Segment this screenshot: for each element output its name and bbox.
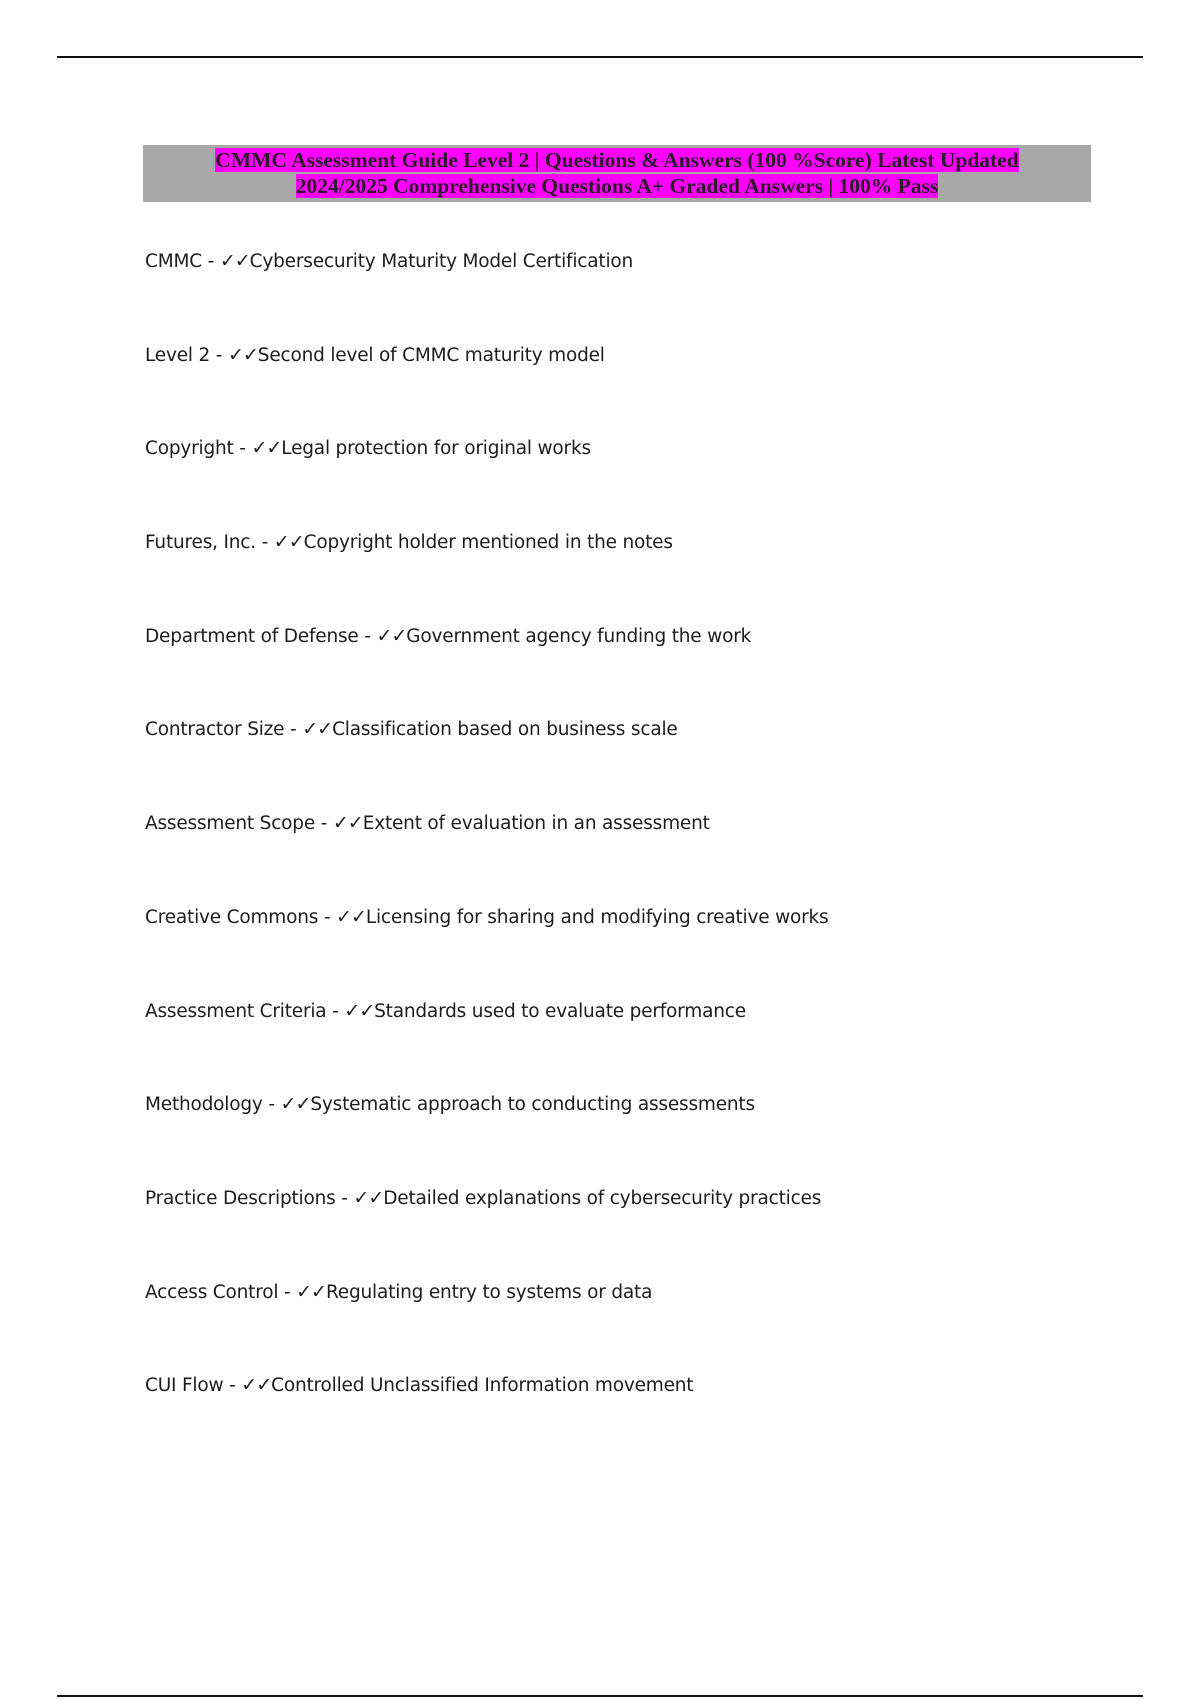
double-check-icon: ✓✓ [280, 1093, 311, 1116]
qa-item [145, 810, 829, 904]
title-text-1: CMMC Assessment Guide Level 2 | Questions & Answers (100 %Score) Latest Updated [215, 148, 1019, 172]
qa-definition: Classification based on business scale [332, 719, 678, 741]
qa-separator: - [233, 438, 252, 460]
double-check-icon: ✓✓ [302, 718, 333, 741]
title-line-2 [143, 173, 1091, 199]
qa-item [145, 1279, 829, 1373]
qa-term: Copyright [145, 438, 234, 460]
qa-term: Futures, Inc. [145, 532, 256, 554]
double-check-icon: ✓✓ [344, 999, 375, 1022]
qa-definition: Legal protection for original works [281, 438, 591, 460]
double-check-icon: ✓✓ [273, 531, 304, 554]
qa-separator: - [315, 813, 333, 835]
title-line-1 [143, 147, 1091, 173]
qa-item [145, 1091, 829, 1185]
top-rule [57, 56, 1143, 58]
qa-item [145, 529, 829, 623]
qa-term: Practice Descriptions [145, 1187, 336, 1209]
qa-term: Methodology [145, 1094, 263, 1116]
qa-item [145, 623, 829, 717]
double-check-icon: ✓✓ [251, 437, 282, 460]
qa-item [145, 1185, 829, 1279]
qa-list [145, 248, 829, 1466]
qa-separator: - [326, 1000, 345, 1022]
double-check-icon: ✓✓ [241, 1374, 272, 1397]
qa-term: Contractor Size [145, 719, 285, 741]
qa-item [145, 342, 829, 436]
qa-separator: - [335, 1187, 354, 1209]
qa-term: Assessment Criteria [145, 1000, 327, 1022]
double-check-icon: ✓✓ [296, 1280, 326, 1303]
qa-separator: - [210, 344, 228, 366]
double-check-icon: ✓✓ [227, 343, 258, 366]
qa-item [145, 904, 829, 998]
qa-item [145, 435, 829, 529]
double-check-icon: ✓✓ [353, 1186, 384, 1209]
qa-item [145, 716, 829, 810]
double-check-icon: ✓✓ [336, 905, 366, 928]
qa-term: Access Control [145, 1281, 279, 1303]
qa-definition: Copyright holder mentioned in the notes [303, 532, 673, 554]
qa-separator: - [201, 251, 220, 272]
qa-item [145, 1372, 829, 1466]
qa-definition: Controlled Unclassified Information movement [271, 1375, 694, 1397]
qa-separator: - [223, 1375, 242, 1397]
qa-definition: Cybersecurity Maturity Model Certification [249, 251, 634, 272]
qa-definition: Second level of CMMC maturity model [257, 344, 605, 366]
qa-item [145, 998, 829, 1092]
bottom-rule [57, 1695, 1143, 1697]
qa-separator: - [278, 1281, 297, 1303]
qa-separator: - [318, 906, 337, 928]
qa-separator: - [262, 1094, 281, 1116]
qa-definition: Extent of evaluation in an assessment [362, 813, 710, 835]
qa-definition: Detailed explanations of cybersecurity practices [383, 1187, 822, 1209]
qa-definition: Systematic approach to conducting assessments [310, 1094, 755, 1116]
qa-term: CUI Flow [145, 1375, 224, 1397]
qa-separator: - [358, 625, 377, 647]
qa-definition: Regulating entry to systems or data [325, 1281, 653, 1303]
qa-item [145, 248, 829, 342]
title-banner [143, 145, 1091, 202]
double-check-icon: ✓✓ [219, 250, 250, 272]
qa-term: Creative Commons [145, 906, 319, 928]
double-check-icon: ✓✓ [376, 624, 407, 647]
qa-definition: Licensing for sharing and modifying creative works [365, 906, 829, 928]
qa-term: Level 2 [145, 344, 211, 366]
qa-separator: - [284, 719, 303, 741]
qa-definition: Standards used to evaluate performance [374, 1000, 746, 1022]
qa-term: Department of Defense [145, 625, 359, 647]
title-text-2: 2024/2025 Comprehensive Questions A+ Graded Answers | 100% Pass [295, 174, 939, 198]
double-check-icon: ✓✓ [332, 812, 363, 835]
qa-term: CMMC [145, 251, 202, 272]
qa-definition: Government agency funding the work [406, 625, 752, 647]
qa-separator: - [255, 532, 274, 554]
qa-term: Assessment Scope [145, 813, 316, 835]
